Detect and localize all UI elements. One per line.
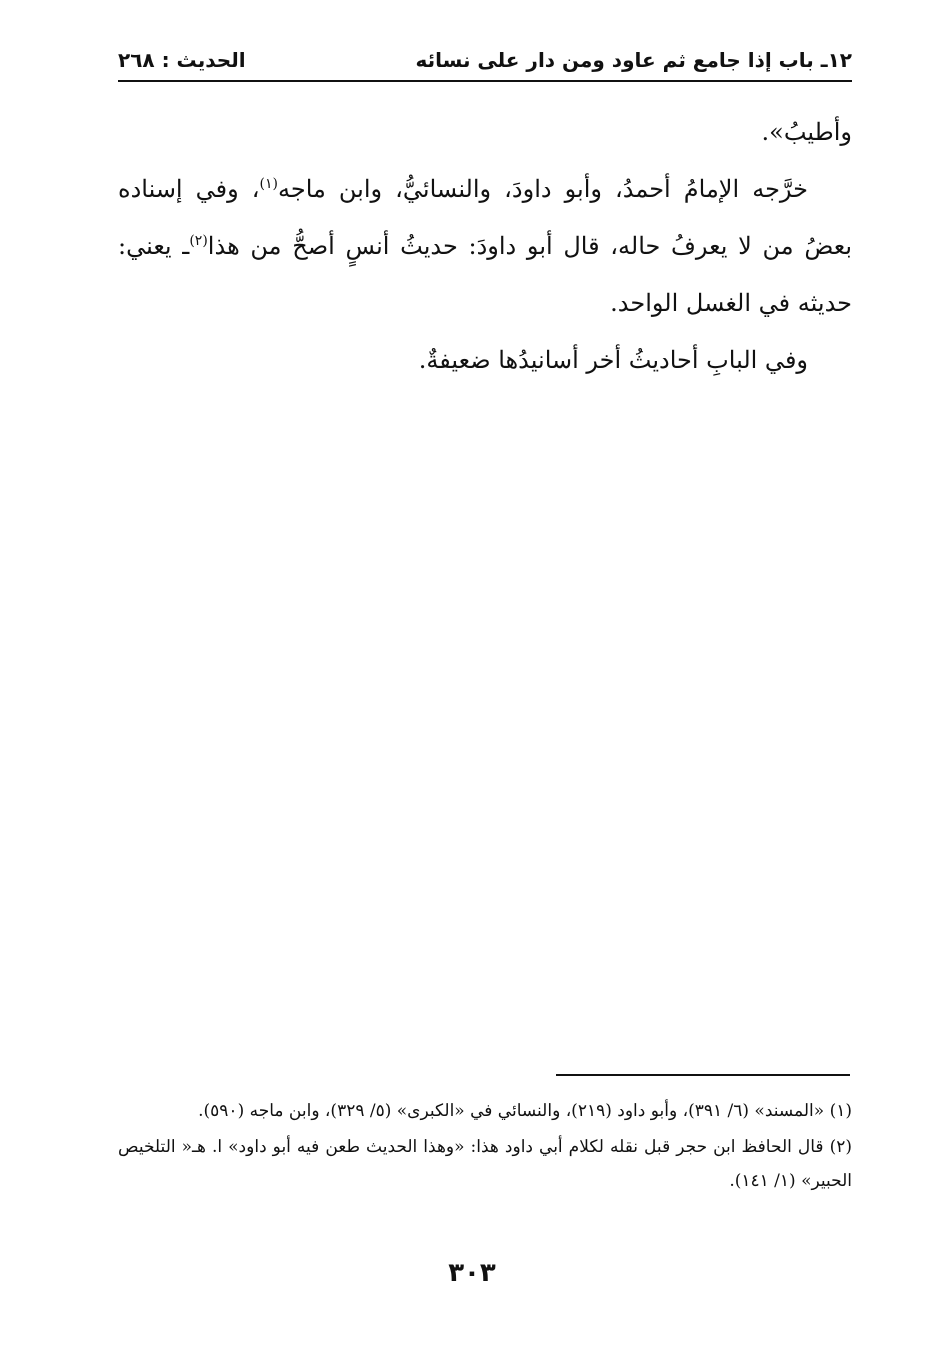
chapter-title: ١٢ـ باب إذا جامع ثم عاود ومن دار على نسائه	[415, 48, 852, 72]
footnote-2: (٢) قال الحافظ ابن حجر قبل نقله لكلام أبي داود هذا: «وهذا الحديث طعن فيه أبو داود» ا. هـ« التلخيص الحبير» (١/ ١٤١).	[118, 1137, 852, 1191]
paragraph-1: وأطيبُ».	[761, 118, 852, 146]
paragraph-3: وفي البابِ أحاديثُ أخر أسانيدُها ضعيفةٌ.	[418, 346, 808, 374]
page-number: ٣٠٣	[448, 1258, 496, 1288]
footnote-ref-2[interactable]: (٢)	[189, 233, 208, 249]
footnote-ref-1[interactable]: (١)	[259, 176, 278, 192]
footnote-divider	[556, 1074, 850, 1076]
hadith-number: الحديث : ٢٦٨	[118, 48, 246, 72]
running-header	[118, 40, 852, 82]
footnote-1: (١) «المسند» (٦/ ٣٩١)، وأبو داود (٢١٩)، والنسائي في «الكبرى» (٥/ ٣٢٩)، وابن ماجه (٥٩٠).	[198, 1101, 852, 1121]
footnotes	[118, 1094, 852, 1200]
main-text	[118, 104, 852, 389]
paragraph-2: خرَّجه الإمامُ أحمدُ، وأبو داودَ، والنسائيُّ، وابن ماجه$^{(١)}$، وفي إسناده بعضُ من لا يعرفُ حاله، قال أبو داودَ: حديثُ أنسٍ أصحُّ من هذا$^{(٢)}$ـ يعني: حديثه في الغسل الواحد.	[118, 175, 853, 317]
